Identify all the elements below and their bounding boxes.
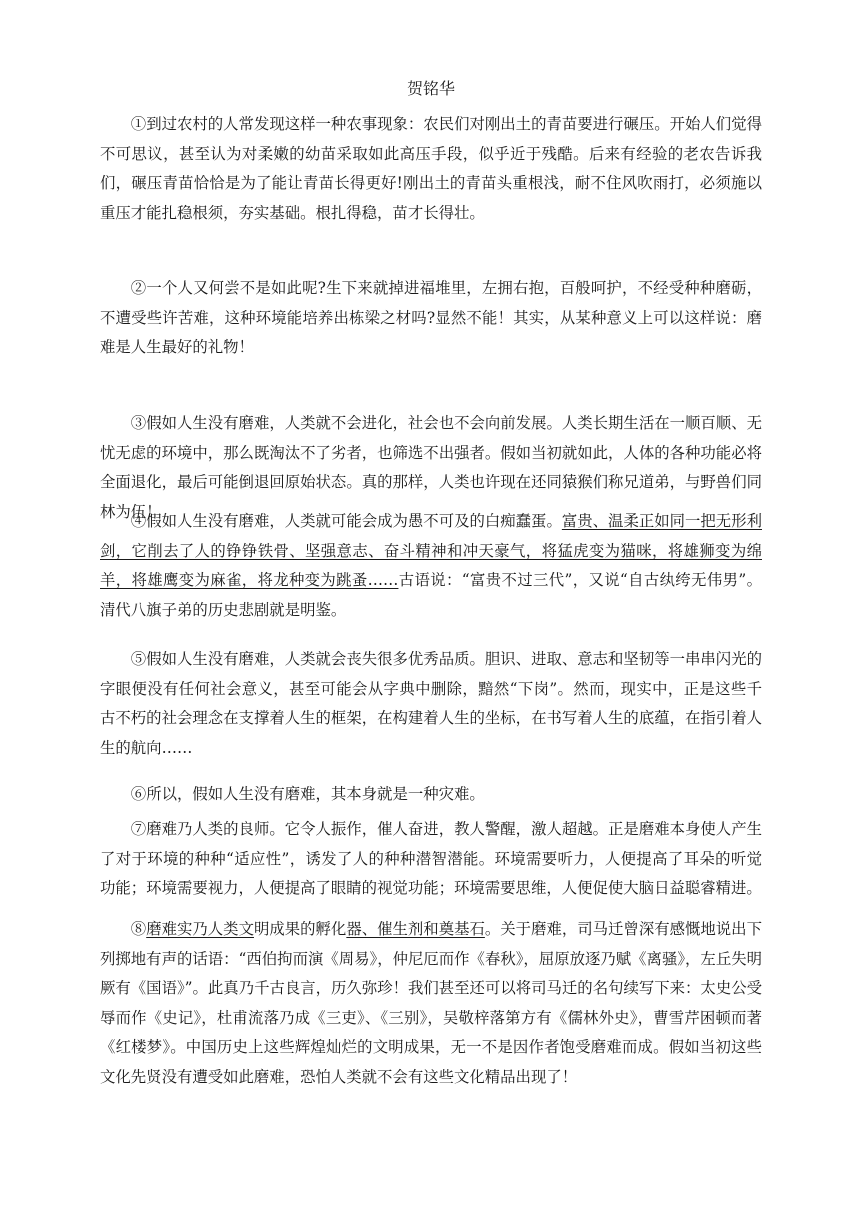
paragraph-text: 。关于磨难，司马迁曾深有感慨地说出下列掷地有声的话语：“西伯拘而演《周易》，仲尼厄而作《春秋》，屈原放逐乃赋《离骚》，左丘失明厥有《国语》”。此真乃千古良言，历久弥珍！我们甚至还可以将司马迁的名句续写下来：太史公受辱而作《史记》，杜甫流落乃成《三吏》、《三别》，吴敬梓落第方有《儒林外史》，曹雪芹困顿而著《红楼梦》。中国历史上这些辉煌灿烂的文明成果，无一不是因作者饱受磨难而成。假如当初这些文化先贤没有遭受如此磨难，恐怕人类就不会有这些文化精品出现了！ xyxy=(100,920,762,1086)
paragraph-text: ⑤假如人生没有磨难，人类就会丧失很多优秀品质。胆识、进取、意志和坚韧等一串串闪光的字眼便没有任何社会意义，甚至可能会从字典中删除，黯然“下岗”。然而，现实中，正是这些千古不朽的社会理念在支撑着人生的框架，在构建着人生的坐标，在书写着人生的底蕴，在指引着人生的航向…… xyxy=(100,650,762,757)
paragraph-6 xyxy=(100,780,762,810)
paragraph-1 xyxy=(100,110,762,228)
paragraph-2 xyxy=(100,274,762,363)
underlined-passage: 器、催生剂和奠基石 xyxy=(346,920,485,938)
paragraph-text: ⑧ xyxy=(130,920,147,938)
author-name: 贺铭华 xyxy=(406,79,455,98)
paragraph-text: ⑦磨难乃人类的良师。它令人振作，催人奋进，教人警醒，激人超越。正是磨难本身使人产生了对于环境的种种“适应性”，诱发了人的种种潜智潜能。环境需要听力，人便提高了耳朵的听觉功能；环境需要视力，人便提高了眼睛的视觉功能；环境需要思维，人便促使大脑日益聪睿精进。 xyxy=(100,820,762,898)
paragraph-4 xyxy=(100,507,762,625)
underlined-passage: 磨难实乃人类文 xyxy=(146,920,254,938)
paragraph-8 xyxy=(100,915,762,1093)
paragraph-text: 古语说：“富贵不过三代”，又说“自古纨绔无伟男”。清代八旗子弟的历史悲剧就是明鉴。 xyxy=(100,571,762,619)
underlined-passage: 富贵、温柔正如同一把无形利剑，它削去了人的铮铮铁骨、坚强意志、奋斗精神和冲天豪气，将猛虎变为猫咪，将雄狮变为绵羊，将雄鹰变为麻雀，将龙种变为跳蚤…… xyxy=(100,512,762,590)
paragraph-text: ①到过农村的人常发现这样一种农事现象：农民们对刚出土的青苗要进行碾压。开始人们觉得不可思议，甚至认为对柔嫩的幼苗采取如此高压手段，似乎近于残酷。后来有经验的老农告诉我们，碾压青苗恰恰是为了能让青苗长得更好!刚出土的青苗头重根浅，耐不住风吹雨打，必须施以重压才能扎稳根须，夯实基础。根扎得稳，苗才长得壮。 xyxy=(100,115,762,222)
paragraph-text: 明成果的孵化 xyxy=(253,920,347,938)
paragraph-text: ④假如人生没有磨难，人类就可能会成为愚不可及的白痴蠢蛋。 xyxy=(130,512,562,530)
paragraph-text: ②一个人又何尝不是如此呢?生下来就掉进福堆里，左拥右抱，百般呵护，不经受种种磨砺，不遭受些许苦难，这种环境能培养出栋梁之材吗?显然不能！其实，从某种意义上可以这样说：磨难是人生最好的礼物！ xyxy=(100,279,762,357)
paragraph-text: ⑥所以，假如人生没有磨难，其本身就是一种灾难。 xyxy=(130,785,485,803)
paragraph-5 xyxy=(100,645,762,763)
paragraph-text: ③假如人生没有磨难，人类就不会进化，社会也不会向前发展。人类长期生活在一顺百顺、无忧无虑的环境中，那么既淘汰不了劣者，也筛选不出强者。假如当初就如此，人体的各种功能必将全面退化，最后可能倒退回原始状态。真的那样，人类也许现在还同猿猴们称兄道弟，与野兽们同林为伍！ xyxy=(100,414,762,521)
paragraph-7 xyxy=(100,815,762,904)
